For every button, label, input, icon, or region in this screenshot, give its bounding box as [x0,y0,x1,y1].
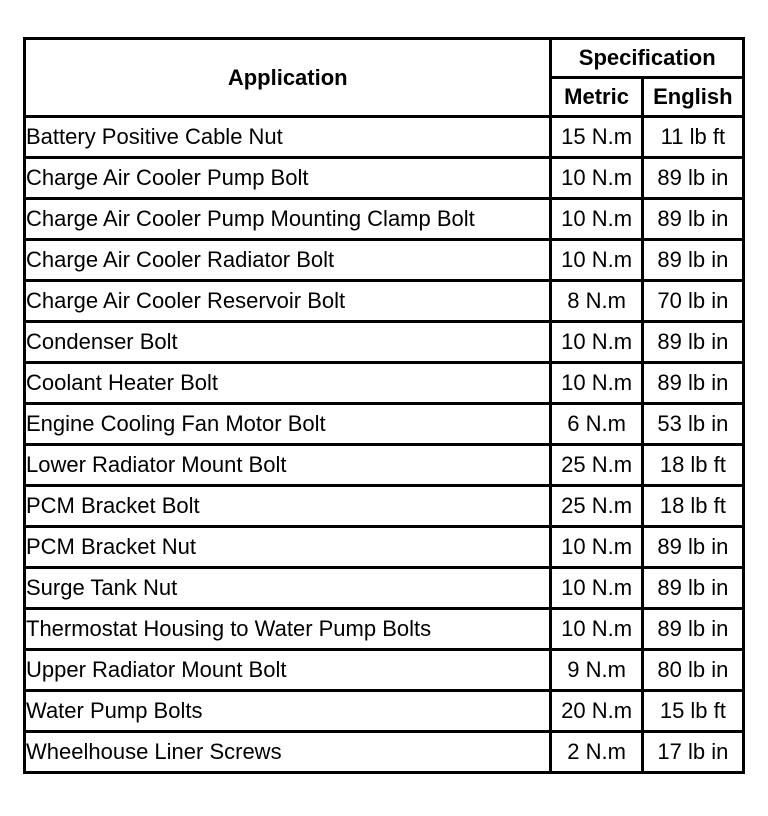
english-cell: 89 lb in [642,199,743,240]
metric-cell: 10 N.m [551,609,642,650]
application-cell: Charge Air Cooler Reservoir Bolt [25,281,551,322]
english-cell: 89 lb in [642,240,743,281]
application-cell: PCM Bracket Bolt [25,486,551,527]
application-cell: Lower Radiator Mount Bolt [25,445,551,486]
application-cell: Surge Tank Nut [25,568,551,609]
english-cell: 15 lb ft [642,691,743,732]
english-cell: 89 lb in [642,609,743,650]
metric-cell: 2 N.m [551,732,642,773]
english-cell: 89 lb in [642,568,743,609]
application-cell: Wheelhouse Liner Screws [25,732,551,773]
english-cell: 89 lb in [642,527,743,568]
metric-cell: 15 N.m [551,117,642,158]
application-cell: Charge Air Cooler Pump Bolt [25,158,551,199]
table-row [25,691,744,732]
metric-cell: 6 N.m [551,404,642,445]
metric-cell: 10 N.m [551,199,642,240]
application-cell: Charge Air Cooler Pump Mounting Clamp Bolt [25,199,551,240]
table-row [25,199,744,240]
metric-cell: 10 N.m [551,363,642,404]
table-row [25,445,744,486]
english-cell: 18 lb ft [642,445,743,486]
application-cell: Condenser Bolt [25,322,551,363]
metric-cell: 20 N.m [551,691,642,732]
application-cell: Thermostat Housing to Water Pump Bolts [25,609,551,650]
specification-header: Specification [551,39,744,78]
table-row [25,404,744,445]
application-cell: PCM Bracket Nut [25,527,551,568]
english-cell: 70 lb in [642,281,743,322]
table-row [25,322,744,363]
torque-spec-table [23,37,745,774]
english-cell: 11 lb ft [642,117,743,158]
table-row [25,363,744,404]
metric-header: Metric [551,78,642,117]
table-row [25,568,744,609]
metric-cell: 10 N.m [551,240,642,281]
application-cell: Upper Radiator Mount Bolt [25,650,551,691]
application-cell: Charge Air Cooler Radiator Bolt [25,240,551,281]
english-cell: 53 lb in [642,404,743,445]
application-cell: Engine Cooling Fan Motor Bolt [25,404,551,445]
table-row [25,609,744,650]
table-row [25,117,744,158]
metric-cell: 25 N.m [551,486,642,527]
metric-cell: 9 N.m [551,650,642,691]
application-cell: Coolant Heater Bolt [25,363,551,404]
english-cell: 18 lb ft [642,486,743,527]
english-cell: 89 lb in [642,363,743,404]
table-row [25,527,744,568]
metric-cell: 8 N.m [551,281,642,322]
table-row [25,732,744,773]
metric-cell: 10 N.m [551,158,642,199]
metric-cell: 10 N.m [551,568,642,609]
english-header: English [642,78,743,117]
application-header: Application [25,39,551,117]
table-row [25,650,744,691]
metric-cell: 25 N.m [551,445,642,486]
english-cell: 89 lb in [642,158,743,199]
table-row [25,158,744,199]
english-cell: 80 lb in [642,650,743,691]
metric-cell: 10 N.m [551,527,642,568]
english-cell: 89 lb in [642,322,743,363]
english-cell: 17 lb in [642,732,743,773]
table-row [25,240,744,281]
table-row [25,486,744,527]
metric-cell: 10 N.m [551,322,642,363]
table-row [25,281,744,322]
application-cell: Battery Positive Cable Nut [25,117,551,158]
application-cell: Water Pump Bolts [25,691,551,732]
spec-rows [25,117,744,773]
